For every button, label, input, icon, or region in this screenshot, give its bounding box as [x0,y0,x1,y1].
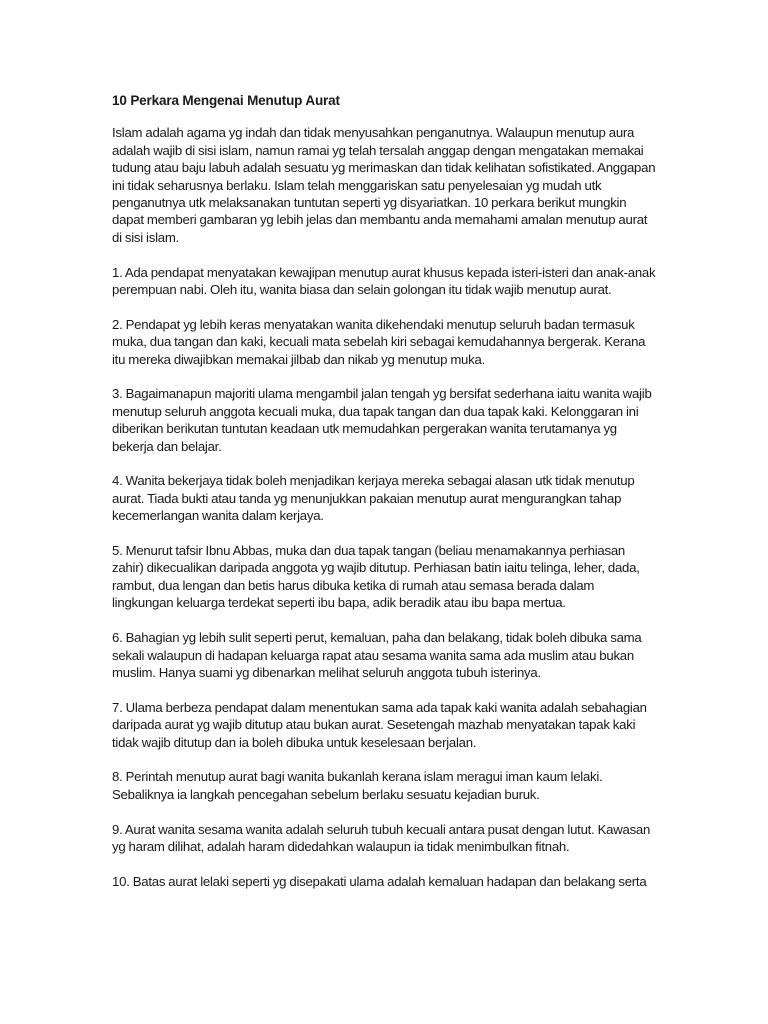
point-9: 9. Aurat wanita sesama wanita adalah seluruh tubuh kecuali antara pusat dengan lutut. Kawasan yg haram dilihat, adalah haram didedahkan walaupun ia tidak menimbulkan fitnah. [112,821,651,854]
document-page [112,92,657,908]
intro-paragraph: Islam adalah agama yg indah dan tidak menyusahkan penganutnya. Walaupun menutup aura adalah wajib di sisi islam, namun ramai yg telah tersalah anggap dengan mengatakan memakai tudung atau baju labuh adalah sesuatu yg merimaskan dan tidak kelihatan sofistikated. Anggapan ini tidak seharusnya berlaku. Islam telah menggariskan satu penyelesaian yg mudah utk penganutnya utk melaksanakan tuntutan seperti yg disyariatkan. 10 perkara berikut mungkin dapat memberi gambaran yg lebih jelas dan membantu anda memahami amalan menutup aurat di sisi islam. [112,125,656,245]
point-3: 3. Bagaimanapun majoriti ulama mengambil jalan tengah yg bersifat sederhana iaitu wanita wajib menutup seluruh anggota kecuali muka, dua tapak tangan dan dua tapak kaki. Kelonggaran ini diberikan berikutan tuntutan keadaan utk memudahkan pergerakan wanita terutamanya yg bekerja dan belajar. [112,386,652,454]
point-2: 2. Pendapat yg lebih keras menyatakan wanita dikehendaki menutup seluruh badan termasuk muka, dua tangan dan kaki, kecuali mata sebelah kiri sebagai kemudahannya bergerak. Kerana itu mereka diwajibkan memakai jilbab dan nikab yg menutup muka. [112,316,646,367]
point-10: 10. Batas aurat lelaki seperti yg disepakati ulama adalah kemaluan hadapan dan belakang serta [112,873,647,889]
point-4: 4. Wanita bekerjaya tidak boleh menjadikan kerjaya mereka sebagai alasan utk tidak menutup aurat. Tiada bukti atau tanda yg menunjukkan pakaian menutup aurat mengurangkan tahap kecemerlangan wanita dalam kerjaya. [112,473,635,524]
point-6: 6. Bahagian yg lebih sulit seperti perut, kemaluan, paha dan belakang, tidak boleh dibuka sama sekali walaupun di hadapan keluarga rapat atau sesama wanita sama ada muslim atau bukan muslim. Hanya suami yg dibenarkan melihat seluruh anggota tubuh isterinya. [112,630,642,680]
point-1: 1. Ada pendapat menyatakan kewajipan menutup aurat khusus kepada isteri-isteri dan anak-anak perempuan nabi. Oleh itu, wanita biasa dan selain golongan itu tidak wajib menutup aurat. [112,264,656,298]
point-5: 5. Menurut tafsir Ibnu Abbas, muka dan dua tapak tangan (beliau menamakannya perhiasan zahir) dikecualikan daripada anggota yg wajib ditutup. Perhiasan batin iaitu telinga, leher, dada, rambut, dua lengan dan betis harus dibuka ketika di rumah atau semasa berada dalam lingkungan keluarga terdekat seperti ibu bapa, adik beradik atau ibu bapa mertua. [112,543,640,611]
point-8: 8. Perintah menutup aurat bagi wanita bukanlah kerana islam meragui iman kaum lelaki. Sebaliknya ia langkah pencegahan sebelum berlaku sesuatu kejadian buruk. [112,769,603,802]
point-7: 7. Ulama berbeza pendapat dalam menentukan sama ada tapak kaki wanita adalah sebahagian daripada aurat yg wajib ditutup atau bukan aurat. Sesetengah mazhab menyatakan tapak kaki tidak wajib ditutup dan ia boleh dibuka untuk keselesaan berjalan. [112,699,647,750]
document-title: 10 Perkara Mengenai Menutup Aurat [112,93,340,108]
